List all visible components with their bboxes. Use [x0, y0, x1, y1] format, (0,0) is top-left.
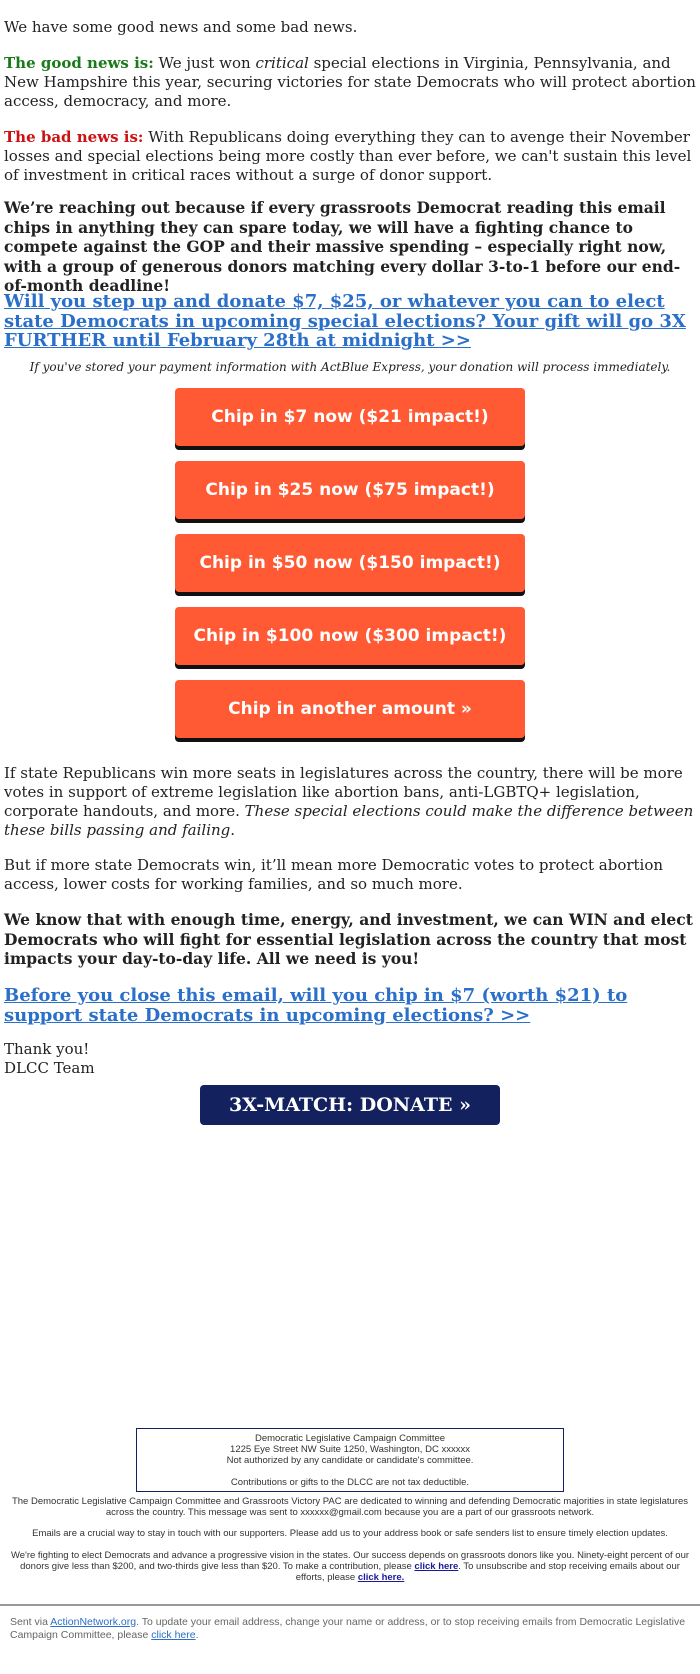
footer-fight: We're fighting to elect Democrats and advance a progressive vision in the states. Our success depends on grassroots donors like you. Ninety-eight percent of our donors give less than $200, and two-thirds give less than $20. To make a contribution, please click here. To unsubscribe and stop receiving emails about our efforts, please click here.	[10, 1550, 690, 1583]
footer-address-box	[136, 1428, 564, 1492]
match-donate-button[interactable]: 3X-MATCH: DONATE »	[200, 1085, 500, 1125]
paragraph-2: If state Republicans win more seats in legislatures across the country, there will be more votes in support of extreme legislation like abortion bans, anti-LGBTQ+ legislation, corporate handouts, and more. These special elections could make the difference between these bills passing and failing.	[4, 764, 694, 839]
bad-news-paragraph: The bad news is: With Republicans doing everything they can to avenge their November losses and special elections being more costly than ever before, we can't sustain this level of investment in critical races without a surge of donor support.	[4, 128, 692, 184]
donate-other-amount-button[interactable]: Chip in another amount »	[175, 680, 525, 738]
thanks-text: Thank you!	[4, 1040, 90, 1058]
footer-emails: Emails are a crucial way to stay in touch with our supporters. Please add us to your address book or safe senders list to ensure timely election updates.	[32, 1528, 668, 1539]
bold-paragraph-1: We’re reaching out because if every grassroots Democrat reading this email chips in anything they can spare today, we will have a fighting chance to compete against the GOP and their massive spending – especially right now, with a group of generous donors matching every dollar 3-to-1 before our end-of-month deadline!	[4, 198, 681, 295]
footer-tax-note: Contributions or gifts to the DLCC are not tax deductible.	[230, 1477, 470, 1488]
update-preferences-link[interactable]: click here	[151, 1629, 196, 1641]
intro-paragraph: We have some good news and some bad news.	[4, 18, 358, 36]
footer-org: Democratic Legislative Campaign Committee	[254, 1433, 446, 1444]
good-news-label: The good news is:	[4, 54, 154, 72]
footer-disclaimer: Not authorized by any candidate or candidate's committee.	[226, 1455, 474, 1466]
footer-dedication: The Democratic Legislative Campaign Committee and Grassroots Victory PAC are dedicated to winning and defending Democratic majorities in state legislatures across the country. This message was sent to xxxxxx@gmail.com because you are a part of our grassroots network.	[11, 1496, 689, 1518]
cta-link-1[interactable]: Will you step up and donate $7, $25, or whatever you can to elect state Democrats in upcoming special elections? Your gift will go 3X FURTHER until February 28th at midnight >>	[4, 291, 686, 351]
footer-address: 1225 Eye Street NW Suite 1250, Washington, DC xxxxxx	[230, 1444, 470, 1455]
contribute-link[interactable]: click here	[414, 1561, 459, 1572]
sent-via-footer: Sent via ActionNetwork.org. To update your email address, change your name or address, or to stop receiving emails from Democratic Legislative Campaign Committee, please click here.	[0, 1604, 700, 1642]
donate-25-button[interactable]: Chip in $25 now ($75 impact!)	[175, 461, 525, 519]
actionnetwork-link[interactable]: ActionNetwork.org	[50, 1616, 137, 1628]
cta-link-2[interactable]: Before you close this email, will you chip in $7 (worth $21) to support state Democrats in upcoming elections? >>	[4, 985, 628, 1026]
signature: DLCC Team	[4, 1059, 95, 1077]
express-note: If you've stored your payment information with ActBlue Express, your donation will process immediately.	[29, 360, 671, 374]
donate-100-button[interactable]: Chip in $100 now ($300 impact!)	[175, 607, 525, 665]
good-news-paragraph: The good news is: We just won critical special elections in Virginia, Pennsylvania, and New Hampshire this year, securing victories for state Democrats who will protect abortion access, democracy, and more.	[4, 54, 696, 110]
cta-link-2-wrap	[4, 986, 696, 1025]
express-note-wrap	[4, 354, 696, 374]
sign-off	[4, 1040, 696, 1078]
cta-link-1-wrap	[4, 292, 696, 351]
donate-50-button[interactable]: Chip in $50 now ($150 impact!)	[175, 534, 525, 592]
paragraph-3: But if more state Democrats win, it’ll mean more Democratic votes to protect abortion access, lower costs for working families, and so much more.	[4, 856, 664, 893]
bold-paragraph-2: We know that with enough time, energy, and investment, we can WIN and elect Democrats who will fight for essential legislation across the country that most impacts your day-to-day life. All we need is you!	[4, 910, 693, 968]
unsubscribe-link[interactable]: click here.	[357, 1572, 405, 1583]
donate-7-button[interactable]: Chip in $7 now ($21 impact!)	[175, 388, 525, 446]
bad-news-label: The bad news is:	[4, 128, 144, 146]
